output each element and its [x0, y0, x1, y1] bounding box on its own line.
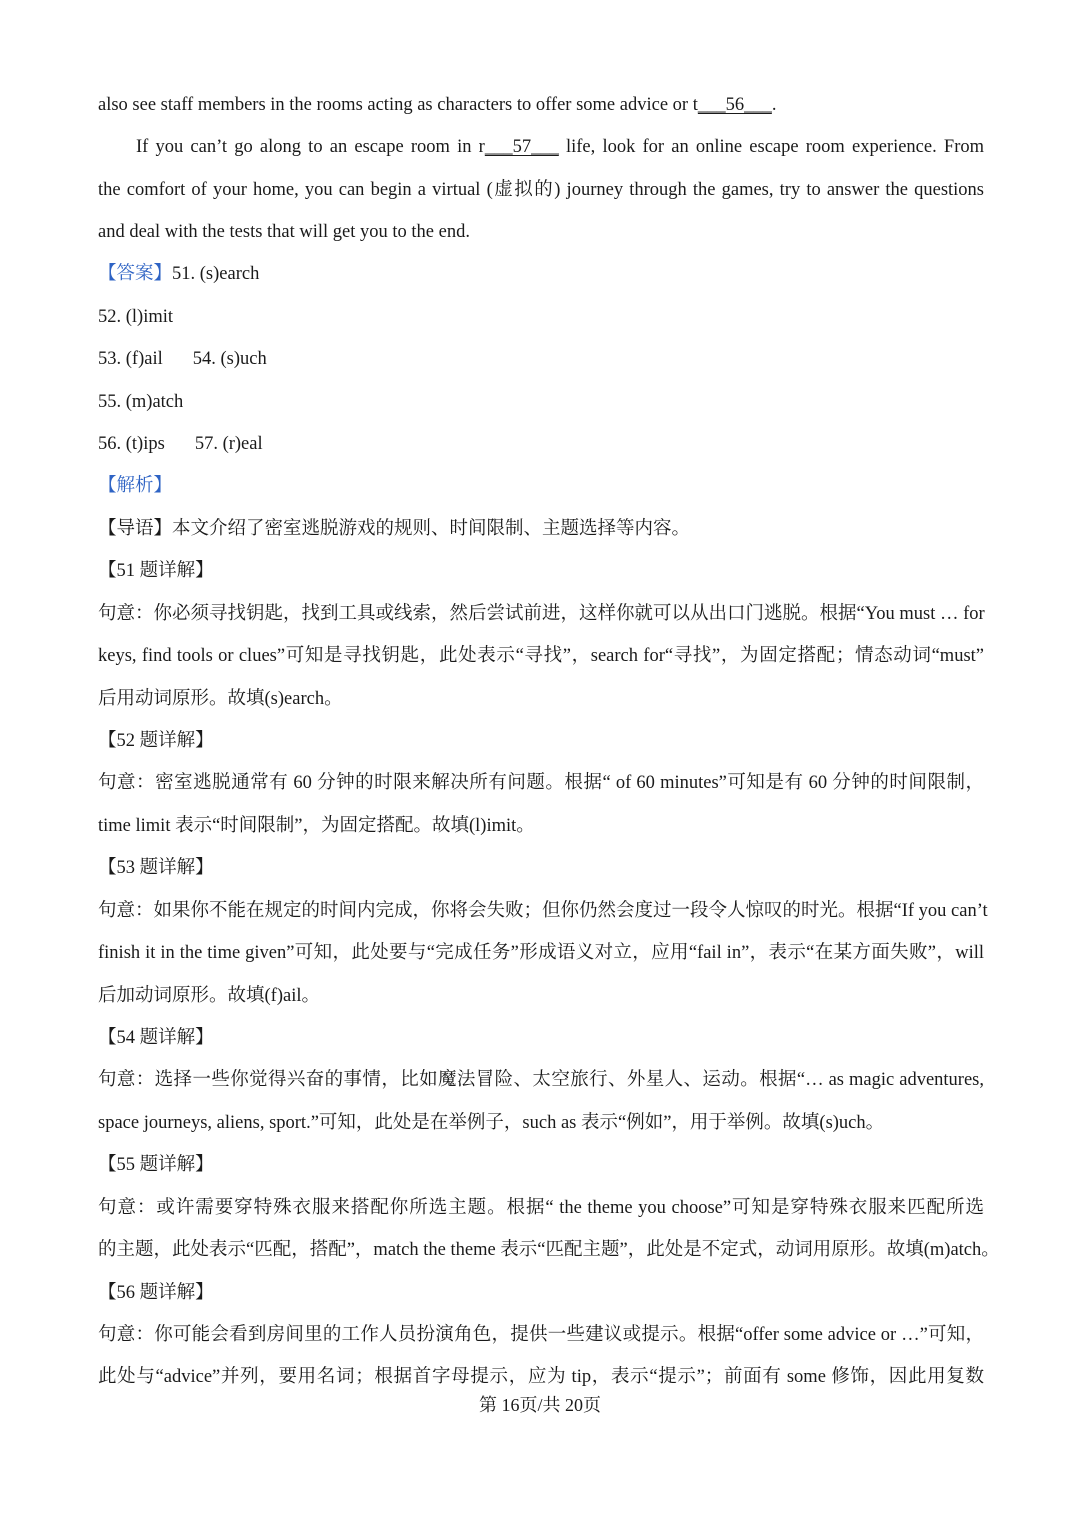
- passage-text: life, look for an online escape room experience. From: [558, 137, 984, 157]
- blank-57: ___57___: [484, 137, 559, 157]
- q52-line-2: time limit 表示“时间限制”，为固定搭配。故填(l)imit。: [98, 816, 535, 836]
- q51-line-1: 句意：你必须寻找钥匙，找到工具或线索，然后尝试前进，这样你就可以从出口门逃脱。根据“You must … for: [98, 604, 985, 624]
- answer-55: 55. (m)atch: [98, 392, 184, 412]
- q52-line-1: 句意：密室逃脱通常有 60 分钟的时限来解决所有问题。根据“ of 60 minutes”可知是有 60 分钟的时间限制，: [98, 773, 984, 793]
- passage-text: also see staff members in the rooms acting as characters to offer some advice or t: [98, 95, 698, 115]
- q51-line-3: 后用动词原形。故填(s)earch。: [98, 689, 343, 709]
- q56-line-1: 句意：你可能会看到房间里的工作人员扮演角色，提供一些建议或提示。根据“offer some advice or …”可知，: [98, 1325, 984, 1345]
- q55-line-1: 句意：或许需要穿特殊衣服来搭配你所选主题。根据“ the theme you choose”可知是穿特殊衣服来匹配所选: [98, 1198, 984, 1218]
- answer-51: 51. (s)earch: [172, 264, 260, 284]
- answer-line-5: [98, 431, 263, 457]
- q55-line-2: 的主题，此处表示“匹配，搭配”，match the theme 表示“匹配主题”，此处是不定式，动词用原形。故填(m)atch。: [98, 1240, 1000, 1260]
- analysis-intro: 【导语】本文介绍了密室逃脱游戏的规则、时间限制、主题选择等内容。: [98, 519, 691, 539]
- answer-line-3: [98, 346, 267, 372]
- q52-heading: 【52 题详解】: [98, 731, 214, 751]
- answer-label: 【答案】: [98, 264, 173, 284]
- passage-text: .: [771, 95, 777, 115]
- q54-line-2: space journeys, aliens, sport.”可知，此处是在举例子，such as 表示“例如”，用于举例。故填(s)uch。: [98, 1113, 885, 1133]
- answer-line-1: [98, 261, 259, 287]
- passage-line-2: [136, 134, 984, 160]
- answer-57: 57. (r)eal: [194, 434, 263, 454]
- blank-56: ___56___: [697, 95, 772, 115]
- q51-heading: 【51 题详解】: [98, 561, 214, 581]
- q54-line-1: 句意：选择一些你觉得兴奋的事情，比如魔法冒险、太空旅行、外星人、运动。根据“… as magic adventures,: [98, 1070, 984, 1090]
- answer-52: 52. (l)imit: [98, 307, 174, 327]
- q53-line-1: 句意：如果你不能在规定的时间内完成，你将会失败；但你仍然会度过一段令人惊叹的时光。根据“If you can’t: [98, 901, 988, 921]
- q56-line-2: 此处与“advice”并列，要用名词；根据首字母提示，应为 tip，表示“提示”；前面有 some 修饰，因此用复数: [98, 1367, 984, 1387]
- passage-line-3: the comfort of your home, you can begin a virtual (虚拟的) journey through the games, try to answer the questions: [98, 180, 984, 200]
- passage-line-4: and deal with the tests that will get you to the end.: [98, 222, 470, 242]
- passage-text: If you can’t go along to an escape room in r: [136, 137, 485, 157]
- page-footer: 第 16页/共 20页: [478, 1395, 601, 1415]
- q54-heading: 【54 题详解】: [98, 1028, 214, 1048]
- answer-56: 56. (t)ips: [98, 434, 165, 454]
- q53-line-3: 后加动词原形。故填(f)ail。: [98, 986, 320, 1006]
- q51-line-2: keys, find tools or clues”可知是寻找钥匙，此处表示“寻找”，search for“寻找”，为固定搭配；情态动词“must”: [98, 646, 984, 666]
- q55-heading: 【55 题详解】: [98, 1155, 214, 1175]
- q56-heading: 【56 题详解】: [98, 1283, 214, 1303]
- passage-line-1: [98, 92, 776, 118]
- answer-53: 53. (f)ail: [98, 349, 163, 369]
- answer-54: 54. (s)uch: [192, 349, 267, 369]
- q53-heading: 【53 题详解】: [98, 858, 214, 878]
- analysis-label: 【解析】: [98, 476, 173, 496]
- q53-line-2: finish it in the time given”可知，此处要与“完成任务”形成语义对立，应用“fail in”，表示“在某方面失败”，will: [98, 943, 984, 963]
